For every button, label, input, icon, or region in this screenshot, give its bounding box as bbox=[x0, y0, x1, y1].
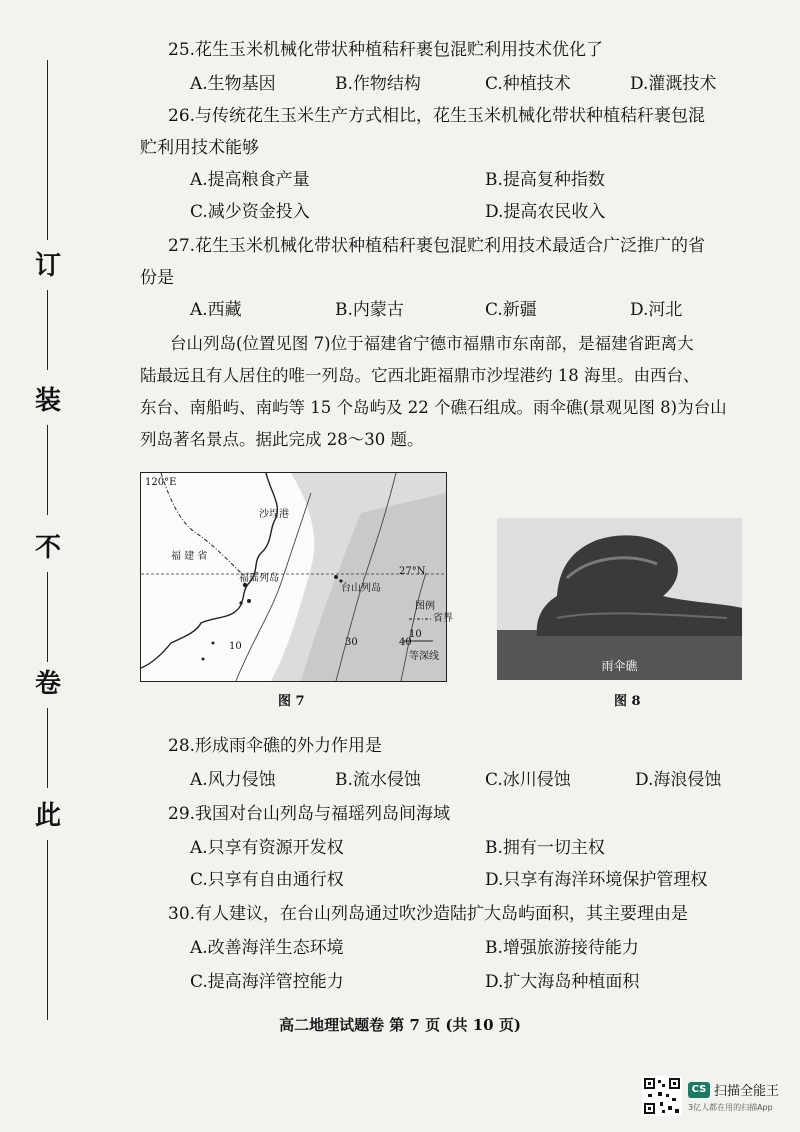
legend-border-label: 省界 bbox=[433, 613, 453, 624]
binding-char: 订 bbox=[34, 251, 61, 281]
q27-option-c: C.新疆 bbox=[485, 300, 537, 320]
q27-option-b: B.内蒙古 bbox=[335, 300, 404, 320]
island bbox=[202, 658, 205, 661]
question-28-stem: 28.形成雨伞礁的外力作用是 bbox=[168, 736, 383, 756]
q25-option-a: A.生物基因 bbox=[190, 74, 276, 94]
passage-line: 台山列岛(位置见图 7)位于福建省宁德市福鼎市东南部，是福建省距离大 bbox=[170, 334, 694, 353]
q25-option-b: B.作物结构 bbox=[335, 74, 421, 94]
province-label: 福 建 省 bbox=[171, 551, 208, 562]
q28-option-a: A.风力侵蚀 bbox=[190, 770, 276, 790]
q30-option-b: B.增强旅游接待能力 bbox=[485, 938, 639, 958]
q28-option-d: D.海浪侵蚀 bbox=[635, 770, 722, 790]
q26-option-b: B.提高复种指数 bbox=[485, 170, 605, 190]
binding-char: 不 bbox=[34, 533, 61, 563]
binding-line bbox=[47, 572, 48, 662]
question-29-stem: 29.我国对台山列岛与福瑶列岛间海域 bbox=[168, 804, 451, 824]
isobath-label-40: 40 bbox=[399, 637, 412, 648]
scanner-watermark bbox=[642, 1076, 792, 1120]
q30-option-a: A.改善海洋生态环境 bbox=[190, 938, 344, 958]
q29-option-a: A.只享有资源开发权 bbox=[190, 838, 344, 858]
q27-option-d: D.河北 bbox=[630, 300, 683, 320]
scanner-app-tagline: 3亿人都在用的扫描App bbox=[688, 1103, 773, 1112]
question-26-stem-cont: 贮利用技术能够 bbox=[140, 138, 259, 158]
island bbox=[247, 599, 251, 603]
q25-option-d: D.灌溉技术 bbox=[630, 74, 717, 94]
q26-option-a: A.提高粮食产量 bbox=[190, 170, 310, 190]
scanner-app-name: 扫描全能王 bbox=[714, 1084, 780, 1099]
figure-7-caption: 图 7 bbox=[278, 694, 305, 709]
passage-line: 东台、南船屿、南屿等 15 个岛屿及 22 个礁石组成。雨伞礁(景观见图 8)为台山 bbox=[140, 398, 727, 417]
q25-option-c: C.种植技术 bbox=[485, 74, 571, 94]
binding-line bbox=[47, 708, 48, 788]
binding-char: 卷 bbox=[34, 669, 61, 699]
taishan-islands-label: 台山列岛 bbox=[341, 583, 381, 594]
q29-option-b: B.拥有一切主权 bbox=[485, 838, 605, 858]
longitude-label: 120°E bbox=[145, 477, 177, 488]
q28-option-c: C.冰川侵蚀 bbox=[485, 770, 571, 790]
island bbox=[212, 642, 215, 645]
figure-8-photo bbox=[497, 518, 742, 680]
q26-option-c: C.减少资金投入 bbox=[190, 202, 310, 222]
question-27-stem-cont: 份是 bbox=[140, 268, 174, 288]
coastline bbox=[141, 473, 277, 668]
q26-option-d: D.提高农民收入 bbox=[485, 202, 606, 222]
fuyao-islands-label: 福瑶列岛 bbox=[239, 573, 279, 584]
binding-line bbox=[47, 290, 48, 370]
q28-option-b: B.流水侵蚀 bbox=[335, 770, 421, 790]
isobath-label-30: 30 bbox=[345, 637, 358, 648]
legend-isobath-label: 等深线 bbox=[409, 651, 439, 662]
page-footer: 高二地理试题卷 第 7 页 (共 10 页) bbox=[279, 1016, 521, 1034]
question-30-stem: 30.有人建议，在台山列岛通过吹沙造陆扩大岛屿面积，其主要理由是 bbox=[168, 904, 689, 924]
binding-line bbox=[47, 425, 48, 515]
passage-line: 列岛著名景点。据此完成 28～30 题。 bbox=[140, 430, 424, 449]
qr-code-icon bbox=[642, 1076, 682, 1116]
q29-option-d: D.只享有海洋环境保护管理权 bbox=[485, 870, 708, 890]
binding-char: 装 bbox=[34, 386, 61, 416]
q27-option-a: A.西藏 bbox=[190, 300, 242, 320]
island bbox=[334, 575, 338, 579]
question-25-stem: 25.花生玉米机械化带状种植秸秆裹包混贮利用技术优化了 bbox=[168, 40, 604, 60]
island bbox=[239, 601, 242, 604]
isobath-label-10: 10 bbox=[229, 641, 242, 652]
port-label: 沙埕港 bbox=[259, 509, 289, 520]
legend-title: 图例 bbox=[415, 601, 435, 612]
binding-char: 此 bbox=[34, 801, 61, 831]
q29-option-c: C.只享有自由通行权 bbox=[190, 870, 344, 890]
scanner-badge: CS bbox=[688, 1082, 710, 1098]
rock-photo-drawing bbox=[497, 518, 742, 680]
latitude-label: 27°N bbox=[399, 566, 426, 577]
photo-label: 雨伞礁 bbox=[601, 659, 638, 673]
legend-isobath-number: 10 bbox=[409, 629, 422, 640]
binding-margin bbox=[28, 40, 68, 1020]
figure-8-caption: 图 8 bbox=[614, 694, 641, 709]
passage-line: 陆最远且有人居住的唯一列岛。它西北距福鼎市沙埕港约 18 海里。由西台、 bbox=[140, 366, 700, 385]
binding-line bbox=[47, 60, 48, 240]
figure-7-map bbox=[140, 472, 453, 682]
binding-line bbox=[47, 840, 48, 1020]
question-26-stem: 26.与传统花生玉米生产方式相比，花生玉米机械化带状种植秸秆裹包混 bbox=[168, 106, 706, 126]
q30-option-d: D.扩大海岛种植面积 bbox=[485, 972, 640, 992]
question-27-stem: 27.花生玉米机械化带状种植秸秆裹包混贮利用技术最适合广泛推广的省 bbox=[168, 236, 706, 256]
q30-option-c: C.提高海洋管控能力 bbox=[190, 972, 344, 992]
